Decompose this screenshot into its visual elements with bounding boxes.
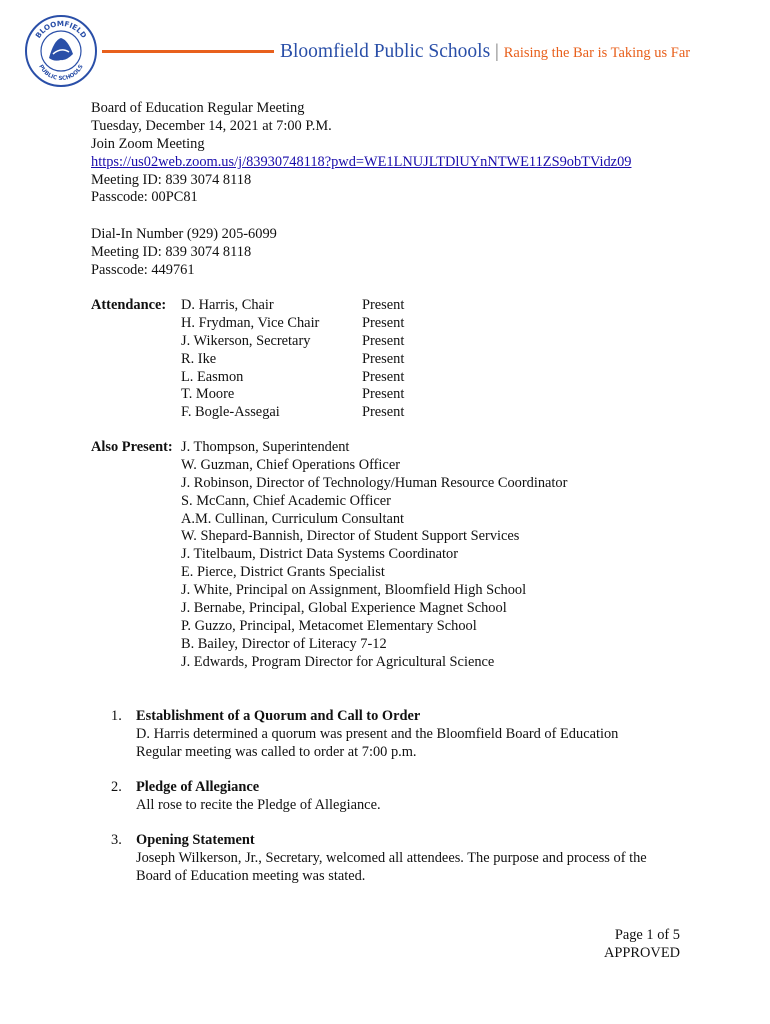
agenda-item-number: 1. [111,708,122,724]
district-name: Bloomfield Public Schools [280,41,491,62]
attendance-member: H. Frydman, Vice Chair [181,314,320,331]
agenda-item-heading: Pledge of Allegiance [136,779,260,795]
also-present-person: J. Titelbaum, District Data Systems Coordinator [181,546,459,563]
attendance-member: D. Harris, Chair [181,297,274,313]
attendance-member: J. Wikerson, Secretary [181,332,311,349]
district-tagline: Raising the Bar is Taking us Far [503,45,691,61]
agenda-item-text: Regular meeting was called to order at 7:00 p.m. [136,743,417,760]
meeting-date: Tuesday, December 14, 2021 at 7:00 P.M. [91,117,332,134]
attendance-statuses [362,297,404,422]
attendance-status: Present [362,297,405,313]
agenda-item-text: Board of Education meeting was stated. [136,867,366,884]
dial-in-info [91,226,277,280]
agenda-item-number: 3. [111,832,122,848]
dial-in-passcode: Passcode: 449761 [91,261,195,278]
also-present-person: J. Bernabe, Principal, Global Experience Magnet School [181,600,507,617]
agenda-item-text: All rose to recite the Pledge of Allegiance. [136,796,381,813]
also-present-person: J. White, Principal on Assignment, Bloomfield High School [181,582,527,599]
zoom-meeting-link[interactable]: https://us02web.zoom.us/j/83930748118?pwd=WE1LNUJLTDlUYnNTWE11ZS9obTVidz09 [91,153,632,170]
attendance-names [181,297,319,422]
zoom-meeting-id: Meeting ID: 839 3074 8118 [91,171,252,188]
also-present-person: E. Pierce, District Grants Specialist [181,564,385,581]
attendance-member: L. Easmon [181,368,244,385]
attendance-label: Attendance: [91,297,167,313]
also-present-label: Also Present: [91,439,173,455]
dial-in-meeting-id: Meeting ID: 839 3074 8118 [91,243,252,260]
also-present-person: S. McCann, Chief Academic Officer [181,492,391,509]
svg-text:BLOOMFIELD: BLOOMFIELD [33,18,89,40]
also-present-person: P. Guzzo, Principal, Metacomet Elementary School [181,617,477,634]
also-present-person: J. Robinson, Director of Technology/Human Resource Coordinator [181,474,568,491]
also-present-person: B. Bailey, Director of Literacy 7-12 [181,635,387,652]
letterhead [280,40,690,65]
join-zoom-label: Join Zoom Meeting [91,135,205,152]
header-accent-rule [102,50,274,53]
attendance-status: Present [362,368,405,385]
attendance-status: Present [362,350,405,367]
page-number: Page 1 of 5 [614,927,680,943]
approval-status: APPROVED [604,944,680,961]
zoom-passcode: Passcode: 00PC81 [91,189,198,206]
also-present-person: W. Guzman, Chief Operations Officer [181,456,400,473]
attendance-member: F. Bogle-Assegai [181,404,280,421]
page-footer [604,927,680,963]
agenda-item-text: Joseph Wilkerson, Jr., Secretary, welcomed all attendees. The purpose and process of the [136,849,647,866]
also-present-person: J. Thompson, Superintendent [181,439,350,455]
agenda-item-text: D. Harris determined a quorum was present and the Bloomfield Board of Education [136,725,619,742]
meeting-info [91,100,631,207]
agenda-item-heading: Establishment of a Quorum and Call to Order [136,708,421,724]
also-present-person: W. Shepard-Bannish, Director of Student Support Services [181,528,520,545]
attendance-status: Present [362,332,405,349]
agenda-item-number: 2. [111,779,122,795]
agenda-item-heading: Opening Statement [136,832,255,848]
dial-in-number: Dial-In Number (929) 205-6099 [91,226,277,242]
also-present-list [181,439,567,672]
also-present-person: A.M. Cullinan, Curriculum Consultant [181,510,405,527]
attendance-status: Present [362,386,405,403]
svg-text:PUBLIC SCHOOLS: PUBLIC SCHOOLS [37,63,85,83]
district-seal-logo [24,14,98,88]
attendance-member: R. Ike [181,350,217,367]
attendance-status: Present [362,404,405,421]
attendance-member: T. Moore [181,386,235,403]
letterhead-separator: | [495,41,499,62]
also-present-person: J. Edwards, Program Director for Agricultural Science [181,653,495,670]
attendance-status: Present [362,314,405,331]
meeting-title: Board of Education Regular Meeting [91,100,305,116]
